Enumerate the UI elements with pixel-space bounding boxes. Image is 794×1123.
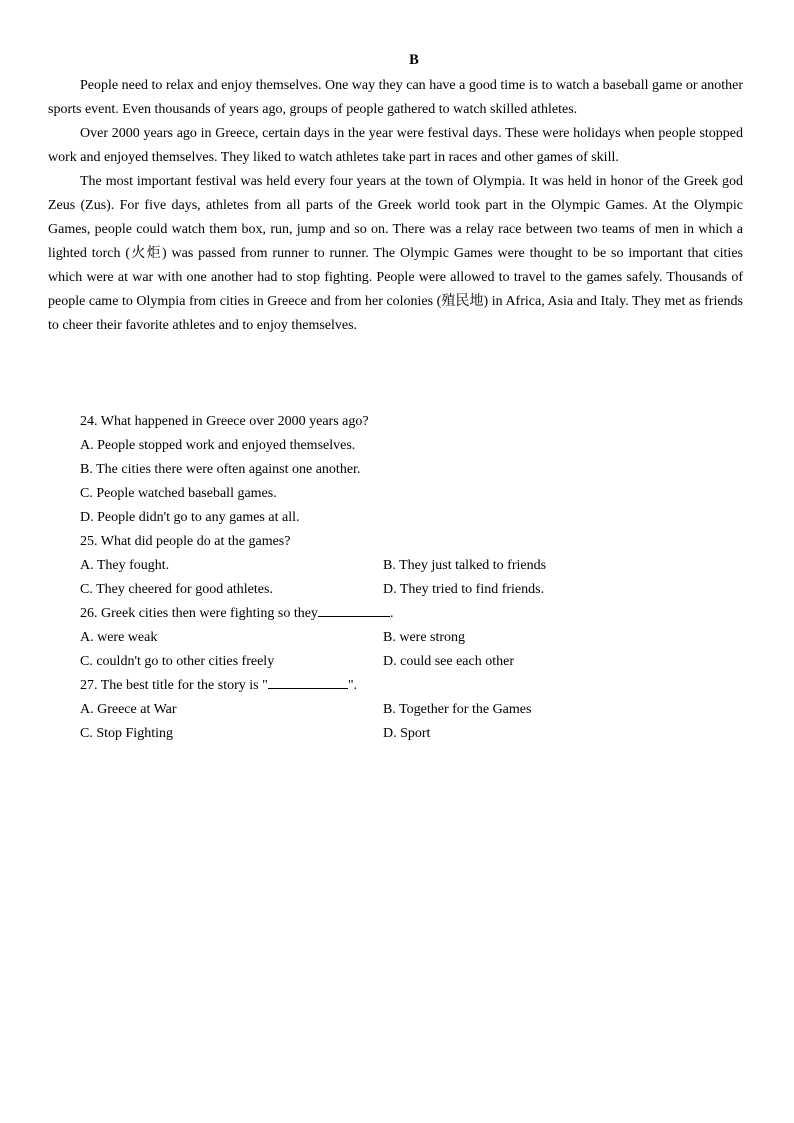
question-24-option-a: A. People stopped work and enjoyed themselves. <box>80 438 356 453</box>
question-25-options-row-1 <box>80 554 700 578</box>
question-26-options-row-1 <box>80 626 700 650</box>
question-27-stem-end: ". <box>347 678 358 693</box>
question-25-option-c: C. They cheered for good athletes. <box>80 582 273 597</box>
question-26-stem-text: 26. Greek cities then were fighting so they <box>80 606 318 621</box>
question-27-stem-text: 27. The best title for the story is " <box>80 678 268 693</box>
answer-blank <box>268 674 348 689</box>
question-25-option-b: B. They just talked to friends <box>383 558 547 573</box>
question-24-option-c: C. People watched baseball games. <box>80 486 277 501</box>
question-26-option-d: D. could see each other <box>383 654 514 669</box>
question-25-option-d: D. They tried to find friends. <box>383 582 545 597</box>
question-26-stem-end: . <box>389 606 394 621</box>
passage-paragraph-1: People need to relax and enjoy themselves. One way they can have a good time is to watch a baseball game or another sports event. Even thousands of years ago, groups of people gathered to watch skilled athletes. <box>48 78 743 117</box>
question-24-stem: 24. What happened in Greece over 2000 years ago? <box>80 414 369 429</box>
question-27-stem <box>80 674 700 698</box>
question-26-option-a: A. were weak <box>80 630 158 645</box>
question-26-stem <box>80 602 700 626</box>
passage-paragraph-3: The most important festival was held every four years at the town of Olympia. It was held in honor of the Greek god Zeus (Zus). For five days, athletes from all parts of the Greek world took part in the Olympic Games. At the Olympic Games, people could watch them box, run, jump and so on. There was a relay race between two teams of men in which a lighted torch (火炬) was passed from runner to runner. The Olympic Games were thought to be so important that cities which were at war with one another had to stop fighting. People were allowed to travel to the games safely. Thousands of people came to Olympia from cities in Greece and from her colonies (殖民地) in Africa, Asia and Italy. They met as friends to cheer their favorite athletes and to enjoy themselves. <box>48 174 743 333</box>
question-27-options-row-2 <box>80 722 700 746</box>
question-27-option-a: A. Greece at War <box>80 702 177 717</box>
section-title: B <box>409 52 419 68</box>
question-26-option-c: C. couldn't go to other cities freely <box>80 654 275 669</box>
answer-blank <box>318 602 390 617</box>
question-27-option-b: B. Together for the Games <box>383 702 532 717</box>
question-24-option-d: D. People didn't go to any games at all. <box>80 510 300 525</box>
question-26-options-row-2 <box>80 650 700 674</box>
question-27-option-c: C. Stop Fighting <box>80 726 173 741</box>
reading-passage <box>48 74 743 338</box>
question-list <box>80 410 700 746</box>
question-25-option-a: A. They fought. <box>80 558 170 573</box>
question-25-stem: 25. What did people do at the games? <box>80 534 291 549</box>
question-26-option-b: B. were strong <box>383 630 466 645</box>
question-25-options-row-2 <box>80 578 700 602</box>
question-24-option-b: B. The cities there were often against one another. <box>80 462 361 477</box>
passage-paragraph-2: Over 2000 years ago in Greece, certain days in the year were festival days. These were holidays when people stopped work and enjoyed themselves. They liked to watch athletes take part in races and other games of skill. <box>48 126 743 165</box>
question-27-option-d: D. Sport <box>383 726 431 741</box>
question-27-options-row-1 <box>80 698 700 722</box>
